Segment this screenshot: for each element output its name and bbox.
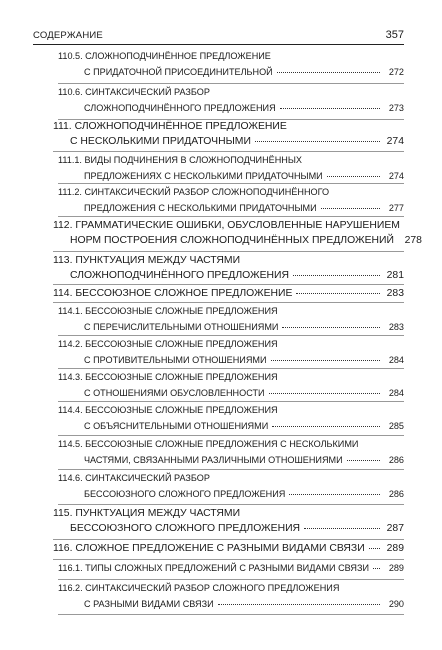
dot-leader: [289, 494, 380, 495]
toc-entry-title: 114.6. СИНТАКСИЧЕСКИЙ РАЗБОР: [58, 473, 210, 483]
toc-page-number: 272: [388, 67, 404, 77]
toc-section: [53, 540, 404, 560]
toc-page-number: 286: [388, 455, 404, 465]
toc-section: [53, 285, 404, 303]
toc-section: [53, 118, 404, 152]
toc-entry-title: 114. БЕССОЮЗНОЕ СЛОЖНОЕ ПРЕДЛОЖЕНИЕ: [53, 288, 293, 299]
toc-entry-continuation: БЕССОЮЗНОГО СЛОЖНОГО ПРЕДЛОЖЕНИЯ: [70, 523, 301, 534]
toc-entry-continuation: СЛОЖНОПОДЧИНЁННОГО ПРЕДЛОЖЕНИЯ: [84, 103, 276, 113]
toc-page-number: 290: [388, 599, 404, 609]
toc-entry-continuation: С ПЕРЕЧИСЛИТЕЛЬНЫМИ ОТНОШЕНИЯМИ: [84, 322, 279, 332]
toc-entry-continuation: НОРМ ПОСТРОЕНИЯ СЛОЖНОПОДЧИНЁННЫХ ПРЕДЛОЖЕНИЙ: [70, 235, 394, 246]
dot-leader: [280, 108, 380, 109]
toc-entry-continuation: С НЕСКОЛЬКИМИ ПРИДАТОЧНЫМИ: [70, 136, 251, 147]
dot-leader: [304, 528, 380, 529]
dot-leader: [271, 360, 380, 361]
toc-entry-title: 110.5. СЛОЖНОПОДЧИНЁННОЕ ПРЕДЛОЖЕНИЕ: [58, 51, 271, 61]
toc-entry-title: 116.1. ТИПЫ СЛОЖНЫХ ПРЕДЛОЖЕНИЙ С РАЗНЫМИ ВИДАМИ СВЯЗИ: [58, 563, 369, 573]
toc-subsection: [58, 402, 404, 436]
toc-section: [53, 505, 404, 540]
dot-leader: [296, 293, 380, 294]
toc-page-number: 284: [388, 388, 404, 398]
toc-subsection: [58, 470, 404, 505]
toc-page-number: 277: [388, 203, 404, 213]
dot-leader: [373, 568, 380, 569]
toc-subsection: [58, 580, 404, 615]
dot-leader: [347, 460, 380, 461]
toc-entry-continuation: СЛОЖНОПОДЧИНЁННОГО ПРЕДЛОЖЕНИЯ: [70, 270, 289, 281]
toc-page-number: 283: [388, 322, 404, 332]
toc-entry-continuation: ПРЕДЛОЖЕНИЯХ С НЕСКОЛЬКИМИ ПРИДАТОЧНЫМИ: [84, 171, 323, 181]
toc-entry-title: 116. СЛОЖНОЕ ПРЕДЛОЖЕНИЕ С РАЗНЫМИ ВИДАМИ СВЯЗИ: [53, 543, 365, 554]
dot-leader: [277, 72, 380, 73]
toc-subsection: [58, 84, 404, 120]
toc-entry-title: 114.2. БЕССОЮЗНЫЕ СЛОЖНЫЕ ПРЕДЛОЖЕНИЯ: [58, 339, 278, 349]
toc-entry-continuation: ЧАСТЯМИ, СВЯЗАННЫМИ РАЗЛИЧНЫМИ ОТНОШЕНИЯМИ: [84, 455, 343, 465]
toc-entry-title: 115. ПУНКТУАЦИЯ МЕЖДУ ЧАСТЯМИ: [53, 508, 241, 519]
toc-page-number: 289: [388, 563, 404, 573]
toc-entry-title: 114.5. БЕССОЮЗНЫЕ СЛОЖНЫЕ ПРЕДЛОЖЕНИЯ С НЕСКОЛЬКИМИ: [58, 439, 359, 449]
dot-leader: [369, 548, 380, 549]
header-page-number: 357: [385, 29, 404, 41]
dot-leader: [327, 176, 380, 177]
toc-entry-title: 114.4. БЕССОЮЗНЫЕ СЛОЖНЫЕ ПРЕДЛОЖЕНИЯ: [58, 405, 278, 415]
toc-entry-title: 116.2. СИНТАКСИЧЕСКИЙ РАЗБОР СЛОЖНОГО ПРЕДЛОЖЕНИЯ: [58, 583, 340, 593]
toc-page-number: 283: [386, 288, 404, 299]
dot-leader: [269, 393, 380, 394]
header-title: СОДЕРЖАНИЕ: [33, 30, 103, 41]
toc-page-number: 281: [386, 270, 404, 281]
toc-subsection: [58, 560, 404, 580]
toc-page-number: 274: [386, 136, 404, 147]
toc-entry-title: 111.1. ВИДЫ ПОДЧИНЕНИЯ В СЛОЖНОПОДЧИНЁННЫХ: [58, 155, 302, 165]
dot-leader: [255, 141, 380, 142]
toc-entry-continuation: С РАЗНЫМИ ВИДАМИ СВЯЗИ: [84, 599, 214, 609]
toc-entry-title: 113. ПУНКТУАЦИЯ МЕЖДУ ЧАСТЯМИ: [53, 255, 241, 266]
toc-subsection: [58, 303, 404, 336]
toc-entry-title: 114.3. БЕССОЮЗНЫЕ СЛОЖНЫЕ ПРЕДЛОЖЕНИЯ: [58, 372, 278, 382]
toc-page-number: 273: [388, 103, 404, 113]
dot-leader: [293, 275, 380, 276]
toc-subsection: [58, 152, 404, 184]
toc-page-number: 285: [388, 421, 404, 431]
toc-page-number: 284: [388, 355, 404, 365]
toc-page-number: 287: [386, 523, 404, 534]
toc-subsection: [58, 436, 404, 470]
toc-subsection: [58, 184, 404, 217]
toc-entry-title: 112. ГРАММАТИЧЕСКИЕ ОШИБКИ, ОБУСЛОВЛЕННЫЕ НАРУШЕНИЕМ: [53, 220, 400, 231]
toc-entry-continuation: БЕССОЮЗНОГО СЛОЖНОГО ПРЕДЛОЖЕНИЯ: [84, 489, 286, 499]
toc-entry-continuation: С ОБЪЯСНИТЕЛЬНЫМИ ОТНОШЕНИЯМИ: [84, 421, 269, 431]
toc-page-number: 274: [388, 171, 404, 181]
toc-page-number: 286: [388, 489, 404, 499]
toc-subsection: [58, 336, 404, 369]
toc-entry-title: 114.1. БЕССОЮЗНЫЕ СЛОЖНЫЕ ПРЕДЛОЖЕНИЯ: [58, 306, 278, 316]
toc-section: [53, 217, 422, 252]
toc-subsection: [58, 48, 404, 84]
toc-entry-continuation: ПРЕДЛОЖЕНИЯ С НЕСКОЛЬКИМИ ПРИДАТОЧНЫМИ: [84, 203, 317, 213]
dot-leader: [272, 426, 380, 427]
toc-entry-title: 111. СЛОЖНОПОДЧИНЁННОЕ ПРЕДЛОЖЕНИЕ: [53, 121, 287, 132]
toc-page-number: 278: [404, 235, 422, 246]
toc-section: [53, 252, 404, 285]
toc-entry-continuation: С ПРОТИВИТЕЛЬНЫМИ ОТНОШЕНИЯМИ: [84, 355, 267, 365]
page-header: [33, 30, 404, 45]
toc-entry-title: 110.6. СИНТАКСИЧЕСКИЙ РАЗБОР: [58, 87, 210, 97]
dot-leader: [321, 208, 380, 209]
toc-subsection: [58, 369, 404, 402]
toc-entry-continuation: С ОТНОШЕНИЯМИ ОБУСЛОВЛЕННОСТИ: [84, 388, 265, 398]
dot-leader: [218, 604, 380, 605]
toc-entry-continuation: С ПРИДАТОЧНОЙ ПРИСОЕДИНИТЕЛЬНОЙ: [84, 67, 273, 77]
toc-page-number: 289: [386, 543, 404, 554]
dot-leader: [282, 327, 380, 328]
toc-entry-title: 111.2. СИНТАКСИЧЕСКИЙ РАЗБОР СЛОЖНОПОДЧИНЁННОГО: [58, 187, 330, 197]
